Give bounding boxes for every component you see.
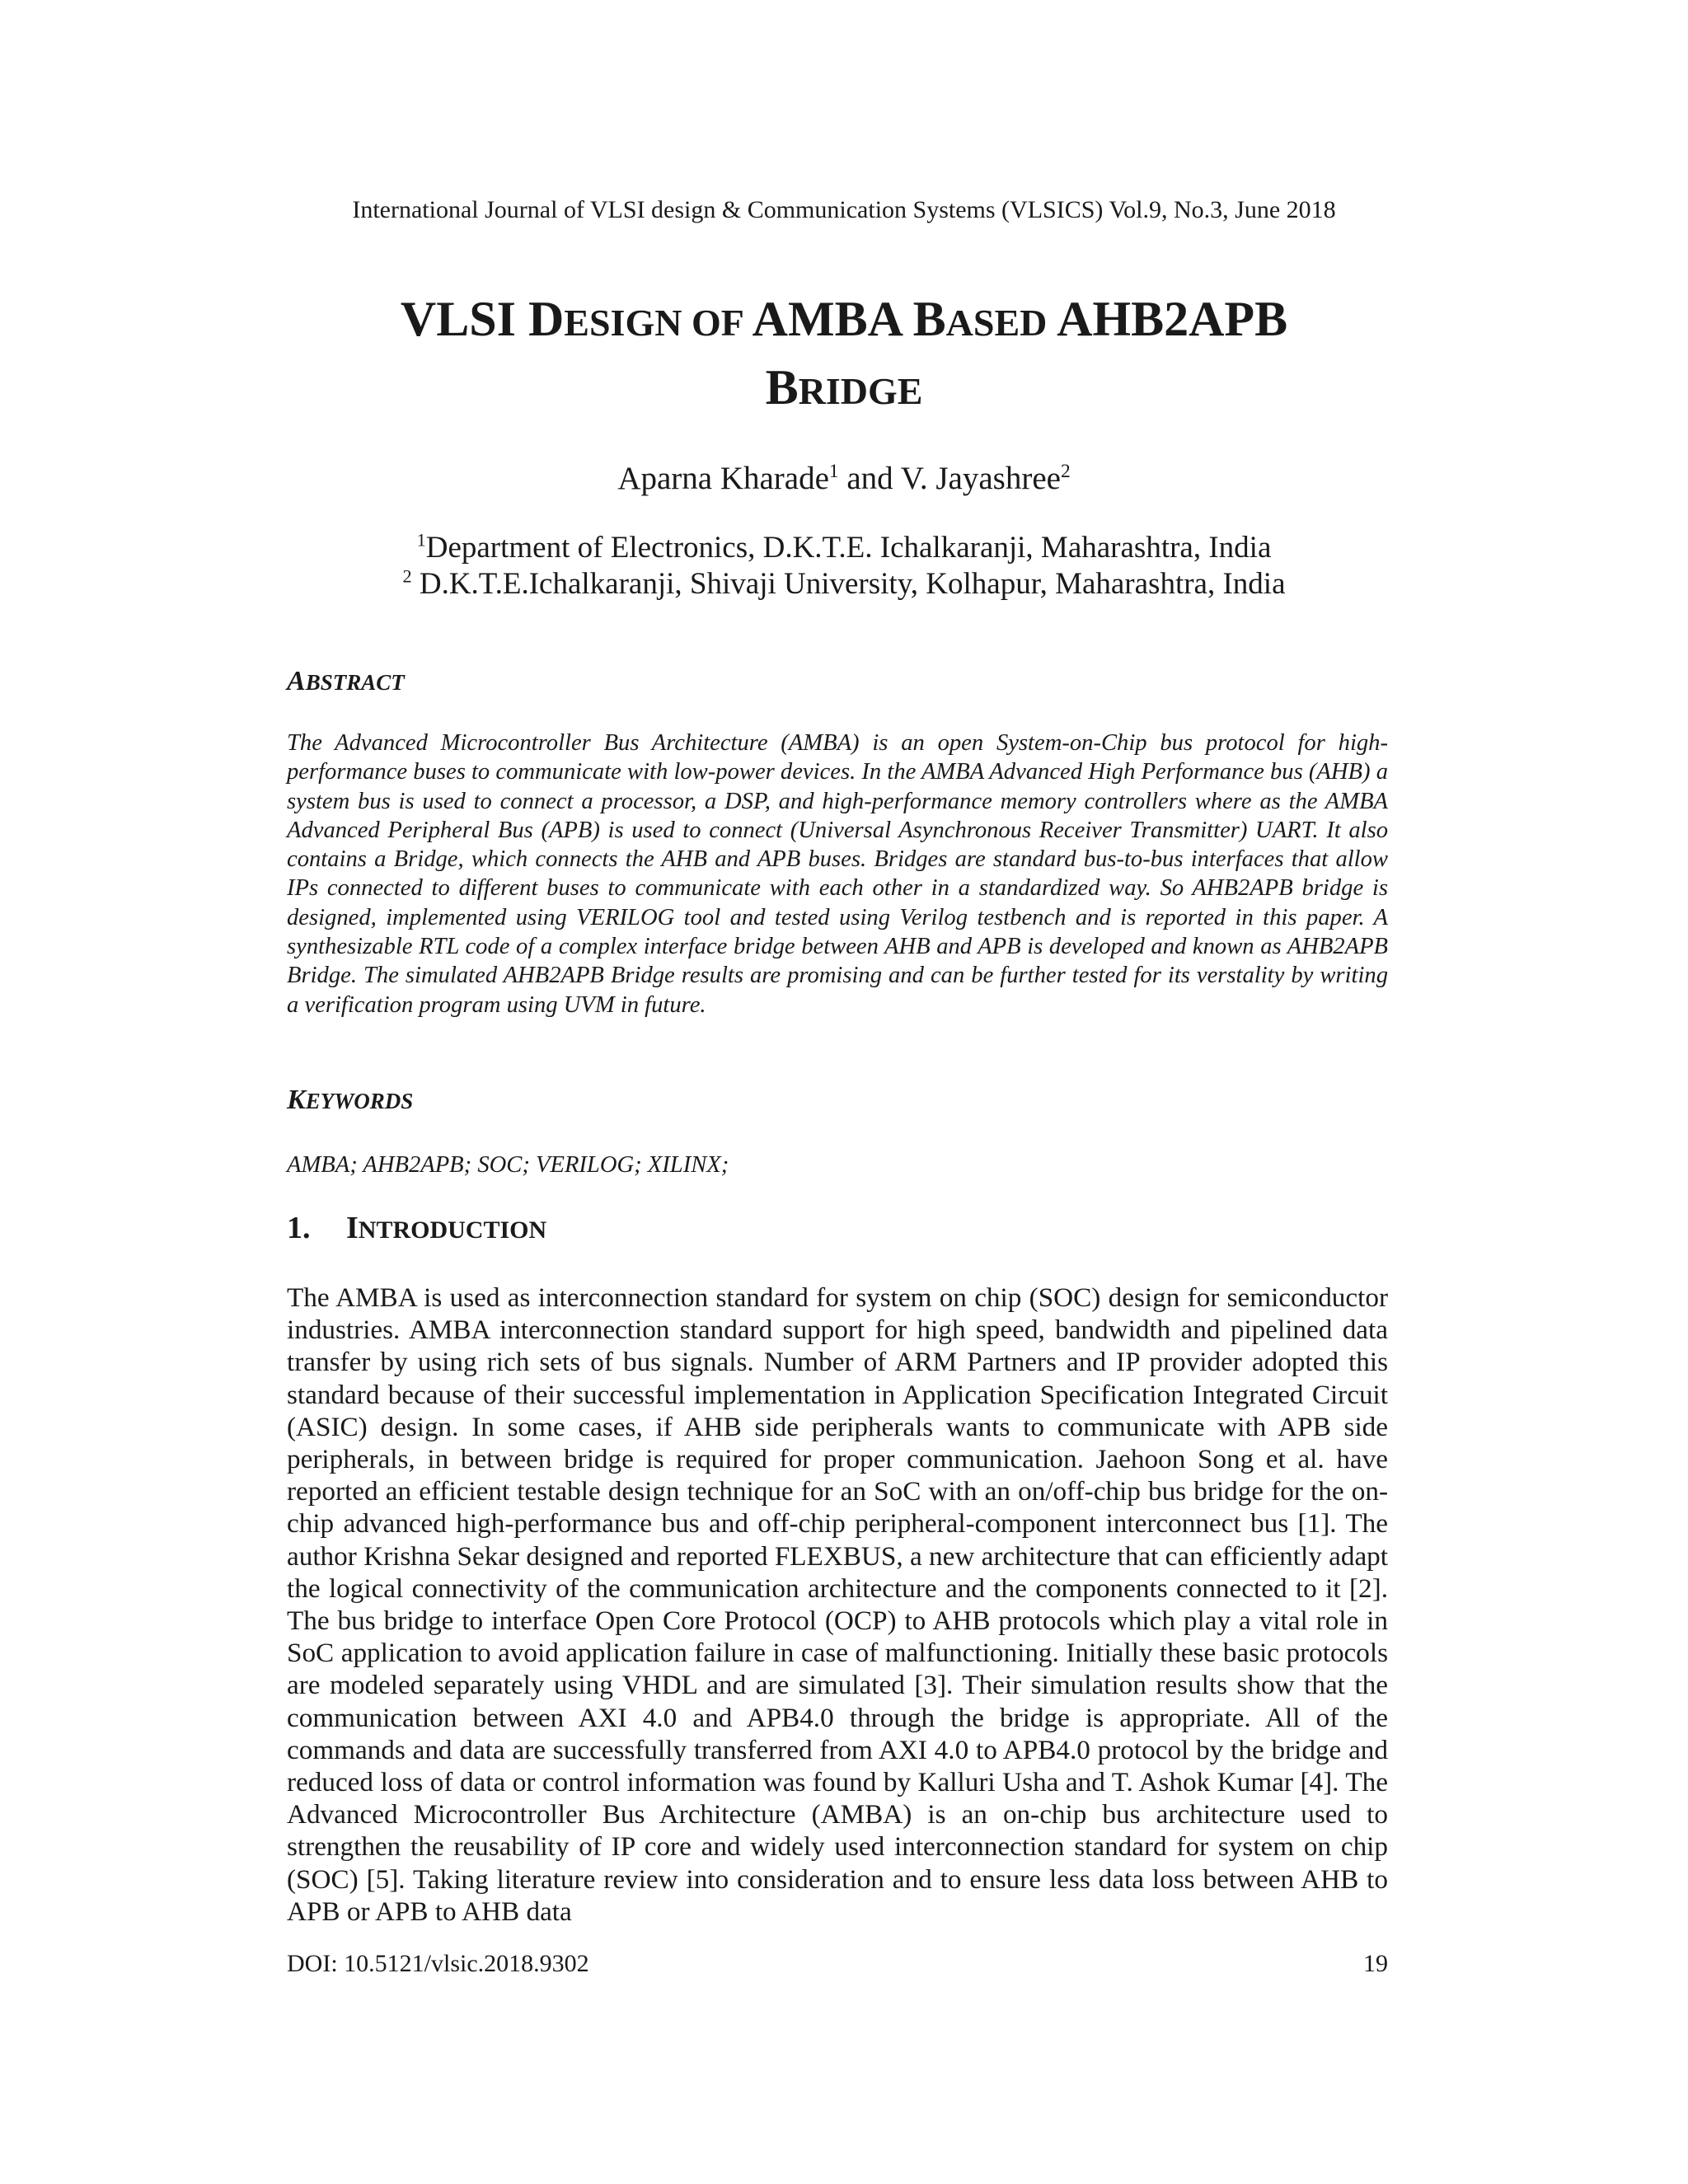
heading-initial: I: [346, 1211, 359, 1245]
author-joiner: and: [838, 461, 901, 496]
title-line-2: [247, 355, 1441, 424]
affiliation-text: Department of Electronics, D.K.T.E. Ichalkaranji, Maharashtra, India: [425, 531, 1272, 565]
affiliation-text: D.K.T.E.Ichalkaranji, Shivaji University, Kolhapur, Maharashtra, India: [411, 567, 1286, 601]
title-fragment: VLSI D: [400, 292, 565, 346]
author-affiliation-marker: 1: [828, 461, 839, 482]
keywords-heading: [287, 1085, 413, 1116]
title-fragment: B: [765, 360, 799, 415]
introduction-heading: [287, 1210, 546, 1246]
title-fragment: AMBA B: [752, 292, 946, 346]
title-fragment: OF: [682, 302, 753, 344]
heading-initial: A: [287, 666, 306, 696]
author-affiliation-marker: 2: [1060, 461, 1071, 482]
affiliations: [0, 530, 1688, 602]
paper-title: [247, 287, 1441, 424]
title-fragment: ESIGN: [564, 302, 682, 344]
author-line: [0, 460, 1688, 497]
abstract-heading: [287, 666, 405, 697]
page-number: 19: [1363, 1950, 1388, 1977]
affiliation-1: [0, 530, 1688, 566]
title-fragment: RIDGE: [798, 370, 923, 412]
author-name: V. Jayashree: [900, 461, 1061, 496]
author-name: Aparna Kharade: [617, 461, 829, 496]
heading-rest: NTRODUCTION: [358, 1216, 547, 1244]
introduction-text: The AMBA is used as interconnection standard for system on chip (SOC) design for semiconductor industries. AMBA interconnection standard support for high speed, bandwidth and pipelined data transfer by using rich sets of bus signals. Number of ARM Partners and IP provider adopted this standard because of their successful implementation in Application Specification Integrated Circuit (ASIC) design. In some cases, if AHB side peripherals wants to communicate with APB side peripherals, in between bridge is required for proper communication. Jaehoon Song et al. have reported an efficient testable design technique for an SoC with an on/off-chip bus bridge for the on-chip advanced high-performance bus and off-chip peripheral-component interconnect bus [1]. The author Krishna Sekar designed and reported FLEXBUS, a new architecture that can efficiently adapt the logical connectivity of the communication architecture and the components connected to it [2]. The bus bridge to interface Open Core Protocol (OCP) to AHB protocols which play a vital role in SoC application to avoid application failure in case of malfunctioning. Initially these basic protocols are modeled separately using VHDL and are simulated [3]. Their simulation results show that the communication between AXI 4.0 and APB4.0 through the bridge is appropriate. All of the commands and data are successfully transferred from AXI 4.0 to APB4.0 protocol by the bridge and reduced loss of data or control information was found by Kalluri Usha and T. Ashok Kumar [4]. The Advanced Microcontroller Bus Architecture (AMBA) is an on-chip bus architecture used to strengthen the reusability of IP core and widely used interconnection standard for system on chip (SOC) [5]. Taking literature review into consideration and to ensure less data loss between AHB to APB or APB to AHB data: [287, 1282, 1388, 1927]
affiliation-marker: 1: [416, 529, 426, 551]
heading-rest: BSTRACT: [305, 670, 405, 695]
heading-rest: EYWORDS: [305, 1089, 414, 1113]
doi-footer: DOI: 10.5121/vlsic.2018.9302: [287, 1950, 589, 1977]
running-header: International Journal of VLSI design & Communication Systems (VLSICS) Vol.9, No.3, June 2018: [352, 196, 1336, 223]
keywords-text: AMBA; AHB2APB; SOC; VERILOG; XILINX;: [287, 1152, 729, 1178]
affiliation-marker: 2: [402, 565, 412, 587]
title-fragment: AHB2APB: [1047, 292, 1288, 346]
heading-initial: K: [287, 1085, 306, 1115]
section-number: 1.: [287, 1211, 311, 1245]
title-line-1: [247, 287, 1441, 355]
title-fragment: ASED: [945, 302, 1048, 344]
affiliation-2: [0, 566, 1688, 602]
abstract-text: The Advanced Microcontroller Bus Architecture (AMBA) is an open System-on-Chip bus protocol for high-performance buses to communicate with low-power devices. In the AMBA Advanced High Performance bus (AHB) a system bus is used to connect a processor, a DSP, and high-performance memory controllers where as the AMBA Advanced Peripheral Bus (APB) is used to connect (Universal Asynchronous Receiver Transmitter) UART. It also contains a Bridge, which connects the AHB and APB buses. Bridges are standard bus-to-bus interfaces that allow IPs connected to different buses to communicate with each other in a standardized way. So AHB2APB bridge is designed, implemented using VERILOG tool and tested using Verilog testbench and is reported in this paper. A synthesizable RTL code of a complex interface bridge between AHB and APB is developed and known as AHB2APB Bridge. The simulated AHB2APB Bridge results are promising and can be further tested for its verstality by writing a verification program using UVM in future.: [287, 730, 1388, 1018]
